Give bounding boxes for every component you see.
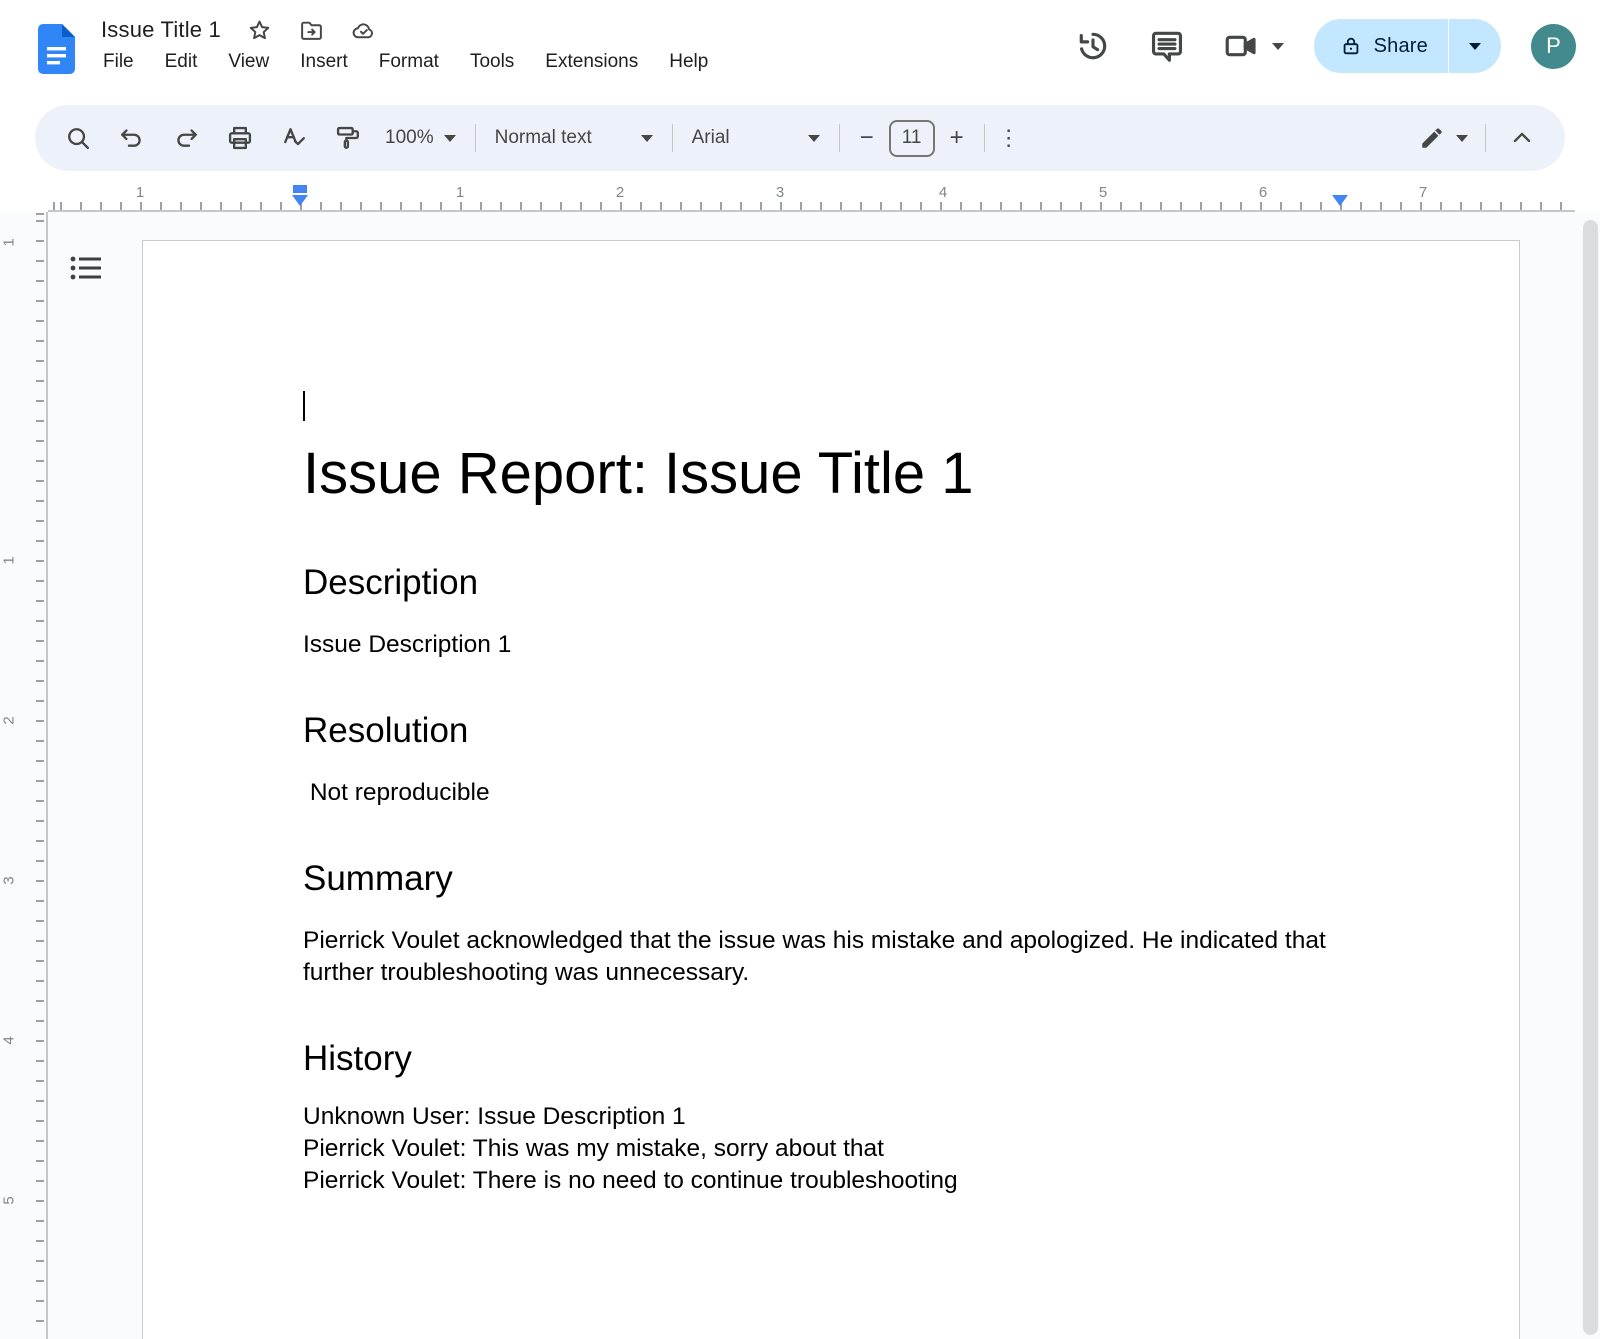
- editing-mode-button[interactable]: [1411, 116, 1476, 160]
- section-heading-summary[interactable]: Summary: [303, 859, 453, 898]
- font-family-value: Arial: [691, 127, 730, 148]
- toolbar-wrap: [0, 104, 1600, 172]
- ruler-label: 4: [1, 1033, 18, 1047]
- toolbar-divider: [839, 124, 840, 152]
- section-body-resolution[interactable]: Not reproducible: [303, 779, 490, 806]
- document-canvas: [0, 212, 1600, 1339]
- document-outline-icon: [67, 249, 105, 287]
- undo-icon: [118, 124, 146, 152]
- google-docs-logo[interactable]: [38, 24, 75, 74]
- section-heading-description[interactable]: Description: [303, 563, 479, 602]
- ruler-label: 3: [772, 184, 788, 201]
- right-indent-marker[interactable]: [1332, 195, 1348, 206]
- history-icon: [1074, 27, 1112, 65]
- document-page[interactable]: [142, 240, 1520, 1339]
- zoom-value: 100%: [385, 127, 434, 148]
- section-body-summary[interactable]: Pierrick Voulet acknowledged that the issue was his mistake and apologized. He indicated that further troubleshooting was unnecessary.: [303, 927, 1333, 986]
- share-button: [1314, 19, 1501, 73]
- star-button[interactable]: [245, 16, 273, 44]
- video-camera-icon: [1222, 27, 1260, 65]
- history-line[interactable]: Pierrick Voulet: This was my mistake, sorry about that: [303, 1135, 884, 1162]
- hide-menus-button[interactable]: [1500, 116, 1544, 160]
- page-content: [143, 241, 1519, 1197]
- toolbar-divider: [984, 124, 985, 152]
- search-icon: [64, 124, 92, 152]
- paragraph-styles-select[interactable]: [485, 116, 663, 160]
- paint-roller-icon: [334, 124, 362, 152]
- history-line[interactable]: Pierrick Voulet: There is no need to continue troubleshooting: [303, 1167, 958, 1194]
- section-heading-history[interactable]: History: [303, 1039, 412, 1078]
- cloud-saved-icon: [351, 18, 376, 43]
- section-heading-resolution[interactable]: Resolution: [303, 711, 469, 750]
- ruler-label: 1: [132, 184, 148, 201]
- document-title[interactable]: Issue Title 1: [101, 17, 221, 42]
- avatar[interactable]: P: [1531, 24, 1576, 69]
- spellcheck-icon: [280, 124, 308, 152]
- document-status-button[interactable]: [349, 16, 377, 44]
- menu-tools[interactable]: Tools: [468, 49, 516, 75]
- chevron-down-icon: [641, 135, 653, 142]
- menu-extensions[interactable]: Extensions: [543, 49, 640, 75]
- share-label: Share: [1373, 34, 1428, 57]
- first-line-indent-marker[interactable]: [293, 185, 307, 193]
- show-document-outline-button[interactable]: [64, 246, 108, 290]
- star-icon: [247, 18, 272, 43]
- ruler-label: 2: [1, 713, 18, 727]
- print-button[interactable]: [218, 116, 262, 160]
- toolbar-divider: [475, 124, 476, 152]
- ruler-label: 5: [1, 1193, 18, 1207]
- menu-file[interactable]: File: [101, 49, 136, 75]
- vertical-ruler: [0, 212, 48, 1339]
- folder-move-icon: [299, 18, 324, 43]
- toolbar-divider: [672, 124, 673, 152]
- increase-font-size-button[interactable]: +: [939, 116, 975, 160]
- app-header: [0, 0, 1600, 104]
- chevron-down-icon: [1456, 135, 1468, 142]
- comment-icon: [1148, 27, 1186, 65]
- chevron-down-icon: [1469, 43, 1481, 50]
- menu-view[interactable]: View: [226, 49, 271, 75]
- zoom-select[interactable]: [375, 116, 466, 160]
- join-call-button[interactable]: [1219, 24, 1263, 68]
- ruler-ticks: [36, 212, 44, 1339]
- version-history-button[interactable]: [1071, 24, 1115, 68]
- call-options-caret-icon[interactable]: [1272, 43, 1284, 50]
- menu-edit[interactable]: Edit: [163, 49, 200, 75]
- ruler-label: 6: [1255, 184, 1271, 201]
- menu-bar: [101, 49, 710, 75]
- ruler-label: 2: [612, 184, 628, 201]
- vertical-scrollbar[interactable]: [1583, 220, 1598, 1335]
- chevron-up-icon: [1508, 124, 1536, 152]
- ruler-label: 5: [1095, 184, 1111, 201]
- menu-format[interactable]: Format: [377, 49, 441, 75]
- print-icon: [226, 124, 254, 152]
- ruler-label: 1: [452, 184, 468, 201]
- section-body-description[interactable]: Issue Description 1: [303, 631, 512, 658]
- history-line[interactable]: Unknown User: Issue Description 1: [303, 1103, 686, 1130]
- lock-icon: [1340, 35, 1362, 57]
- ruler-label: 7: [1415, 184, 1431, 201]
- share-main-button[interactable]: [1314, 19, 1448, 73]
- left-indent-marker[interactable]: [292, 195, 308, 206]
- ruler-label: 4: [935, 184, 951, 201]
- chevron-down-icon: [444, 135, 456, 142]
- pencil-icon: [1419, 125, 1445, 151]
- section-body-history: [303, 1101, 1343, 1197]
- redo-icon: [172, 124, 200, 152]
- spell-check-button[interactable]: [272, 116, 316, 160]
- font-size-input[interactable]: 11: [889, 120, 935, 157]
- decrease-font-size-button[interactable]: −: [849, 116, 885, 160]
- ruler-label: 1: [1, 553, 18, 567]
- text-cursor: [303, 391, 305, 421]
- font-family-select[interactable]: [682, 116, 830, 160]
- share-options-button[interactable]: [1449, 19, 1501, 73]
- menu-insert[interactable]: Insert: [298, 49, 350, 75]
- toolbar-divider: [1485, 124, 1486, 152]
- horizontal-ruler: [48, 183, 1575, 212]
- comments-button[interactable]: [1145, 24, 1189, 68]
- redo-button[interactable]: [164, 116, 208, 160]
- ruler-label: 1: [1, 235, 18, 249]
- search-menus-button[interactable]: [56, 116, 100, 160]
- ruler-label: 3: [1, 873, 18, 887]
- more-toolbar-options-button[interactable]: ⋮: [994, 116, 1024, 160]
- paint-format-button[interactable]: [326, 116, 370, 160]
- paragraph-style-value: Normal text: [494, 127, 592, 148]
- undo-button[interactable]: [110, 116, 154, 160]
- toolbar: [35, 105, 1565, 171]
- doc-title-text[interactable]: Issue Report: Issue Title 1: [303, 441, 974, 506]
- chevron-down-icon: [808, 135, 820, 142]
- menu-help[interactable]: Help: [667, 49, 710, 75]
- move-to-folder-button[interactable]: [297, 16, 325, 44]
